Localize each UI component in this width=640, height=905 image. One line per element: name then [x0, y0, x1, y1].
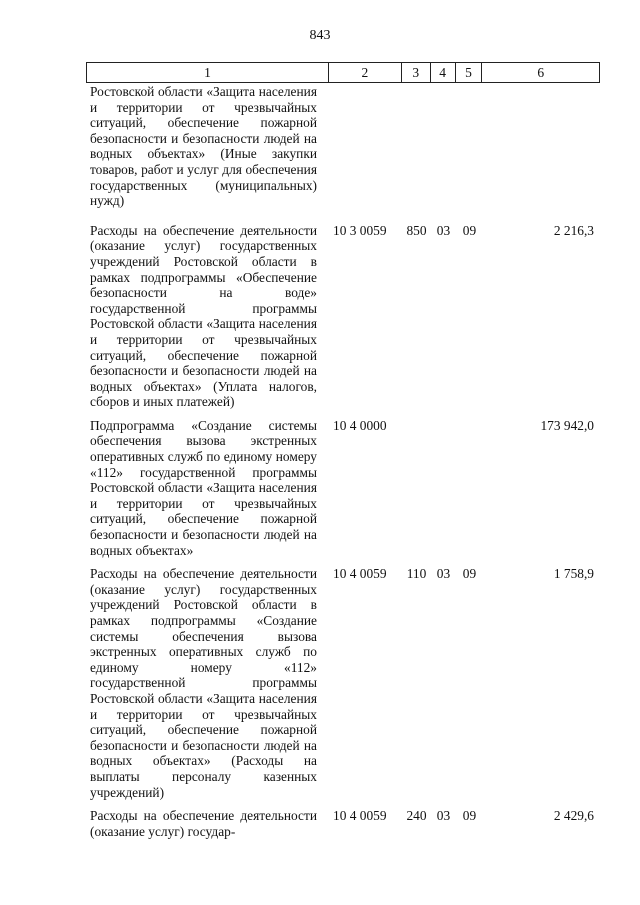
table-row — [86, 418, 600, 558]
row-expense-type: 850 — [406, 222, 427, 238]
table-row — [86, 84, 600, 209]
row-expense-type — [402, 84, 431, 209]
row-target-code — [329, 84, 402, 209]
row-amount: 1 758,9 — [553, 566, 594, 582]
row-expense-type: 240 — [406, 808, 427, 824]
row-section: 03 — [436, 808, 451, 824]
row-section — [431, 418, 456, 558]
row-description: Расходы на обеспечение деятельности (оказание услуг) государственных учреждений Ростовской области в рамках подпрограммы «Обеспечение безопасности на воде» государственной программы Ростовской области «Защита населения и территории от чрезвычайных ситуаций, обеспечение пожарной безопасности и безопасности людей на водных объектах» (Уплата налогов, сборов и иных платежей) — [90, 222, 317, 410]
row-target-code: 10 4 0000 — [333, 417, 387, 433]
page-number: 843 — [309, 28, 331, 43]
row-section: 03 — [436, 222, 451, 238]
row-amount: 173 942,0 — [540, 417, 594, 433]
row-subsection — [456, 84, 483, 209]
row-target-code: 10 4 0059 — [333, 566, 387, 582]
row-target-code: 10 3 0059 — [333, 222, 387, 238]
table-header — [86, 62, 600, 83]
header-col-2: 2 — [329, 63, 402, 82]
row-amount: 2 216,3 — [553, 222, 594, 238]
row-subsection: 09 — [462, 222, 477, 238]
row-subsection: 09 — [462, 808, 477, 824]
row-section — [431, 84, 456, 209]
row-description: Подпрограмма «Создание системы обеспечения вызова экстренных оперативных служб по единому номеру «112» государственной программы Ростовской области «Защита населения и территории от чрезвычайных ситуаций, обеспечение пожарной безопасности и безопасности людей на водных объектах» — [90, 417, 317, 558]
row-section: 03 — [436, 566, 451, 582]
row-description: Ростовской области «Защита населения и территории от чрезвычайных ситуаций, обеспечение пожарной безопасности и безопасности людей на водных объектах» (Иные закупки товаров, работ и услуг для обеспечения государственных (муниципальных) нужд) — [90, 84, 317, 209]
row-description: Расходы на обеспечение деятельности (оказание услуг) государственных учреждений Ростовской области в рамках подпрограммы «Создание системы обеспечения вызова экстренных оперативных служб по единому номеру «112» государственной программы Ростовской области «Защита населения и территории от чрезвычайных ситуаций, обеспечение пожарной безопасности и безопасности людей на водных объектах» (Расходы на выплаты персоналу казенных учреждений) — [90, 566, 317, 800]
row-expense-type — [402, 418, 431, 558]
header-col-1: 1 — [87, 63, 329, 82]
row-expense-type: 110 — [406, 566, 427, 582]
row-subsection — [456, 418, 483, 558]
header-col-6: 6 — [537, 65, 545, 80]
header-col-4: 4 — [431, 63, 456, 82]
row-target-code: 10 4 0059 — [333, 808, 387, 824]
row-amount — [483, 84, 600, 209]
row-subsection: 09 — [462, 566, 477, 582]
table-row — [86, 808, 600, 839]
header-col-3: 3 — [402, 63, 431, 82]
row-amount: 2 429,6 — [553, 808, 594, 824]
row-description: Расходы на обеспечение деятельности (оказание услуг) государ- — [90, 808, 317, 839]
table-row — [86, 566, 600, 800]
header-col-5: 5 — [456, 63, 483, 82]
table-row — [86, 223, 600, 410]
table-body — [86, 84, 600, 847]
